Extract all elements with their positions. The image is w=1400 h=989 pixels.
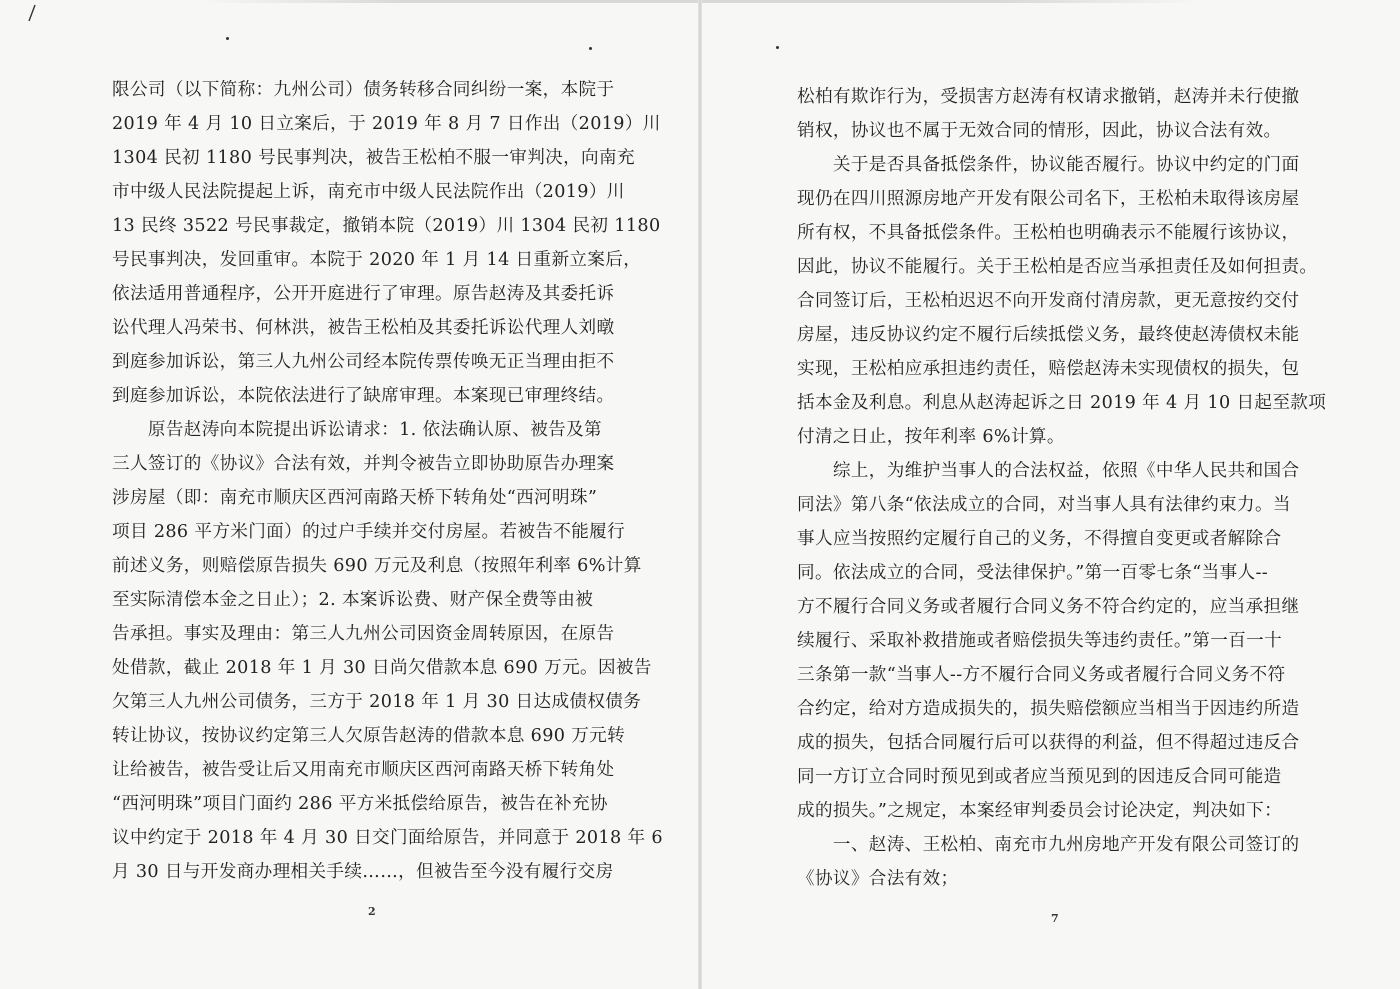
scan-speck [589,47,592,50]
text-line: 付清之日止，按年利率 6%计算。 [797,427,1065,447]
text-line: 三条第一款“当事人--方不履行合同义务或者履行合同义务不符 [797,665,1286,685]
text-line: “西河明珠”项目门面约 286 平方米抵偿给原告，被告在补充协 [112,794,608,814]
text-line: 依法适用普通程序，公开开庭进行了审理。原告赵涛及其委托诉 [112,284,615,304]
text-line: 括本金及利息。利息从赵涛起诉之日 2019 年 4 月 10 日起至款项 [797,393,1327,413]
text-line: 到庭参加诉讼，本院依法进行了缺席审理。本案现已审理终结。 [112,386,615,406]
text-line: 处借款，截止 2018 年 1 月 30 日尚欠借款本息 690 万元。因被告 [112,658,652,678]
text-line: 涉房屋（即：南充市顺庆区西河南路天桥下转角处“西河明珠” [112,488,598,508]
right-page [700,0,1400,989]
text-line: 成的损失。”之规定，本案经审判委员会讨论决定，判决如下： [797,801,1283,821]
text-line: 所有权，不具备抵偿条件。王松柏也明确表示不能履行该协议， [797,223,1300,243]
scan-speck [226,37,229,40]
text-line: 因此，协议不能履行。关于王松柏是否应当承担责任及如何担责。 [797,257,1318,277]
text-line: 续履行、采取补救措施或者赔偿损失等违约责任。”第一百一十 [797,631,1283,651]
text-line: 号民事判决，发回重审。本院于 2020 年 1 月 14 日重新立案后， [112,250,642,270]
text-line: 原告赵涛向本院提出诉讼请求：1. 依法确认原、被告及第 [112,420,602,440]
text-line: 同一方订立合同时预见到或者应当预见到的因违反合同可能造 [797,767,1282,787]
text-line: 转让协议，按协议约定第三人欠原告赵涛的借款本息 690 万元转 [112,726,626,746]
text-line: 市中级人民法院提起上诉，南充市中级人民法院作出（2019）川 [112,182,625,202]
text-line: 月 30 日与开发商办理相关手续……，但被告至今没有履行交房 [112,862,614,882]
right-page-body [797,80,1327,896]
text-line: 合同签订后，王松柏迟迟不向开发商付清房款，更无意按约交付 [797,291,1300,311]
text-line: 方不履行合同义务或者履行合同义务不符合约定的，应当承担继 [797,597,1300,617]
text-line: 同法》第八条“依法成立的合同，对当事人具有法律约束力。当 [797,495,1291,515]
text-line: 2019 年 4 月 10 日立案后，于 2019 年 8 月 7 日作出（2019）川 [112,114,661,134]
text-line: 销权，协议也不属于无效合同的情形，因此，协议合法有效。 [797,121,1282,141]
text-line: 告承担。事实及理由：第三人九州公司因资金周转原因，在原告 [112,624,615,644]
text-line: 现仍在四川照源房地产开发有限公司名下，王松柏未取得该房屋 [797,189,1300,209]
scan-speck [776,46,779,49]
text-line: 议中约定于 2018 年 4 月 30 日交门面给原告，并同意于 2018 年 6 [112,828,663,848]
text-line: 合约定，给对方造成损失的，损失赔偿额应当相当于因违约所造 [797,699,1300,719]
text-line: 实现，王松柏应承担违约责任，赔偿赵涛未实现债权的损失，包 [797,359,1300,379]
text-line: 讼代理人冯荣书、何林洪，被告王松柏及其委托诉讼代理人刘暾 [112,318,615,338]
text-line: 1304 民初 1180 号民事判决，被告王松柏不服一审判决，向南充 [112,148,635,168]
text-line: 欠第三人九州公司债务，三方于 2018 年 1 月 30 日达成债权债务 [112,692,642,712]
text-line: 同。依法成立的合同，受法律保护。”第一百零七条“当事人-- [797,563,1269,583]
text-line: 项目 286 平方米门面）的过户手续并交付房屋。若被告不能履行 [112,522,626,542]
text-line: 关于是否具备抵偿条件，协议能否履行。协议中约定的门面 [797,155,1300,175]
text-line: 让给被告，被告受让后又用南充市顺庆区西河南路天桥下转角处 [112,760,615,780]
left-page-body [112,73,663,889]
page-number: 2 [368,905,376,918]
text-line: 成的损失，包括合同履行后可以获得的利益，但不得超过违反合 [797,733,1300,753]
text-line: 限公司（以下简称：九州公司）债务转移合同纠纷一案，本院于 [112,80,615,100]
text-line: 到庭参加诉讼，第三人九州公司经本院传票传唤无正当理由拒不 [112,352,615,372]
text-line: 三人签订的《协议》合法有效，并判令被告立即协助原告办理案 [112,454,615,474]
text-line: 13 民终 3522 号民事裁定，撤销本院（2019）川 1304 民初 1180 [112,216,661,236]
text-line: 事人应当按照约定履行自己的义务，不得擅自变更或者解除合 [797,529,1282,549]
text-line: 综上，为维护当事人的合法权益，依照《中华人民共和国合 [797,461,1300,481]
text-line: 一、赵涛、王松柏、南充市九州房地产开发有限公司签订的 [797,835,1300,855]
text-line: 房屋，违反协议约定不履行后续抵偿义务，最终使赵涛债权未能 [797,325,1300,345]
text-line: 前述义务，则赔偿原告损失 690 万元及利息（按照年利率 6%计算 [112,556,642,576]
text-line: 《协议》合法有效； [797,869,959,889]
text-line: 松柏有欺诈行为，受损害方赵涛有权请求撤销，赵涛并未行使撤 [797,87,1300,107]
text-line: 至实际清偿本金之日止）；2. 本案诉讼费、财产保全费等由被 [112,590,594,610]
page-number: 7 [1051,912,1059,925]
